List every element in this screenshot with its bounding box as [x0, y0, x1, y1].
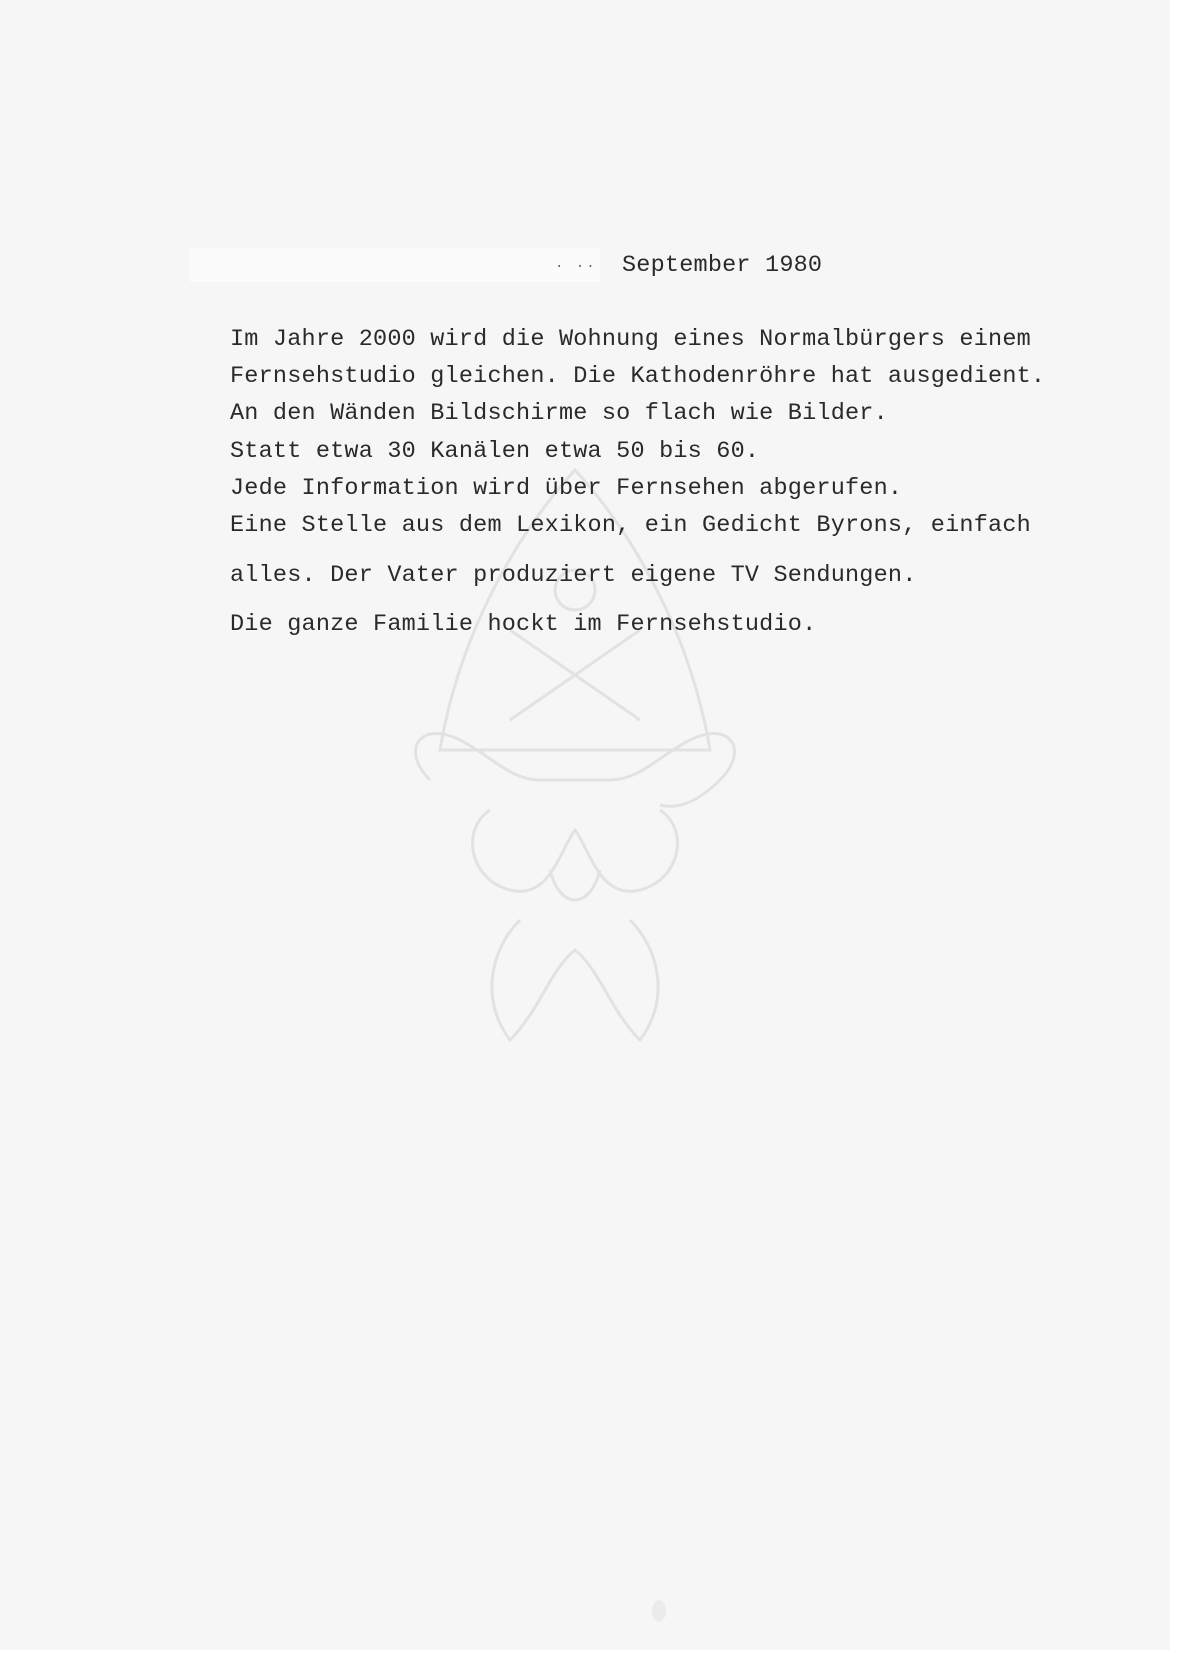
letter-line: Die ganze Familie hockt im Fernsehstudio.	[230, 611, 817, 638]
redacted-area	[190, 248, 600, 282]
letter-line: Statt etwa 30 Kanälen etwa 50 bis 60.	[230, 438, 760, 465]
letter-line: Jede Information wird über Fernsehen abgerufen.	[230, 475, 903, 502]
letter-line: alles. Der Vater produziert eigene TV Sendungen.	[230, 562, 917, 589]
letter-line: Im Jahre 2000 wird die Wohnung eines Normalbürgers einem	[230, 326, 1031, 353]
date-prefix-marks: . ..	[555, 256, 597, 272]
paper-speck	[652, 1600, 666, 1622]
letter-line: Eine Stelle aus dem Lexikon, ein Gedicht Byrons, einfach	[230, 512, 1031, 539]
letter-date: September 1980	[622, 252, 823, 279]
letter-line: Fernsehstudio gleichen. Die Kathodenröhre hat ausgedient.	[230, 363, 1046, 390]
letter-line: An den Wänden Bildschirme so flach wie Bilder.	[230, 400, 888, 427]
coat-of-arms-watermark-icon	[400, 450, 750, 1070]
